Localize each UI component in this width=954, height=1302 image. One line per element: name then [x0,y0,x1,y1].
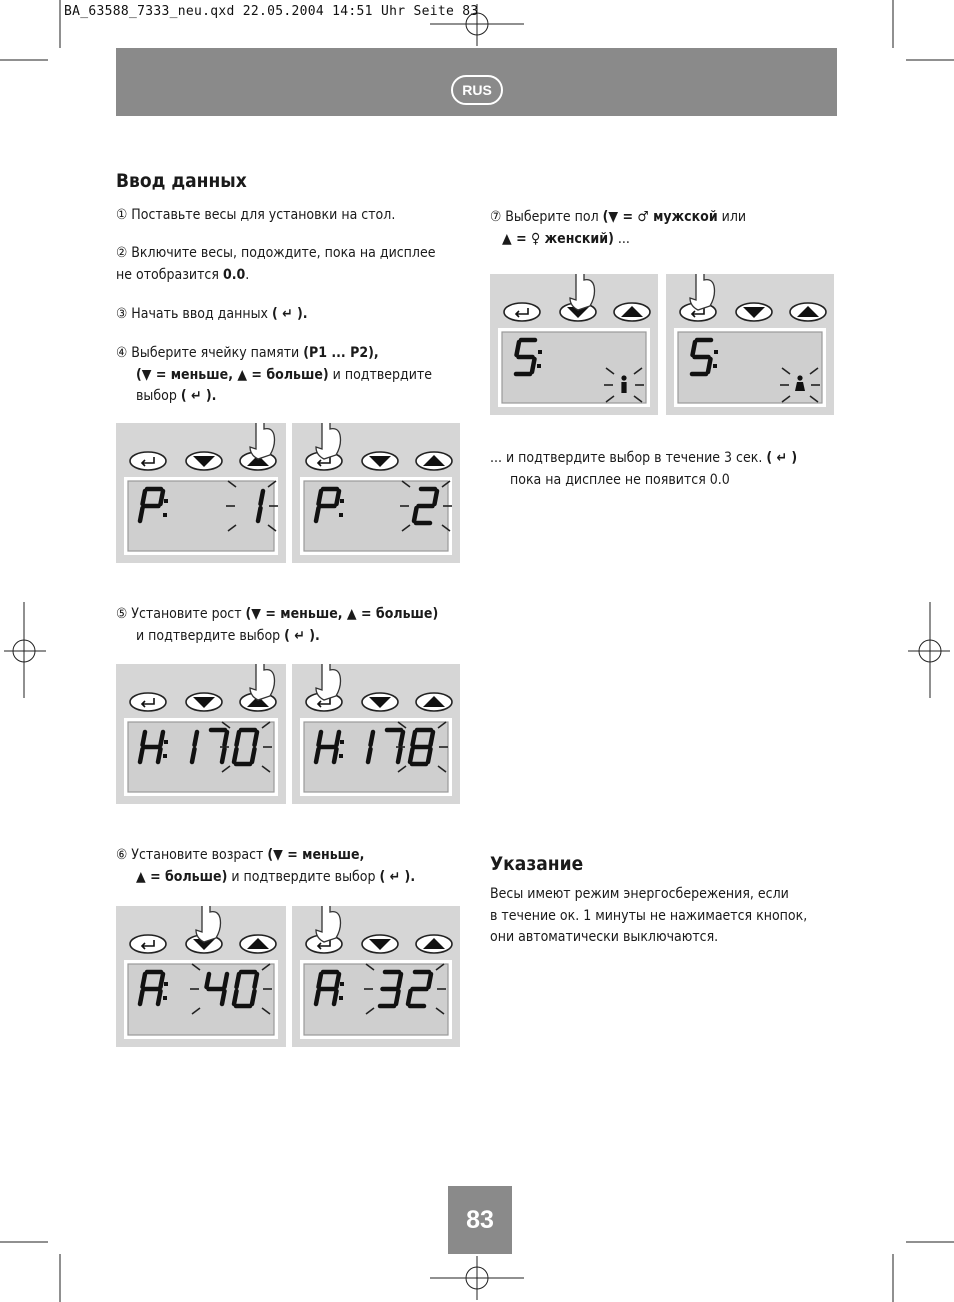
enter-button [130,693,166,711]
lcd-segment [532,359,535,372]
lcd-segment [252,749,255,762]
lcd-segment [334,749,337,762]
lcd-segment [143,491,146,504]
step-3: ③ Начать ввод данных ( ↵ ). [116,306,308,322]
lcd-segment [414,508,417,521]
step-4: ④ Выберите ячейку памяти (P1 ... P2), (▼ = меньше, ▲ = больше) и подтвердите выбор ( ↵ ). [116,345,433,404]
enter-button [130,935,166,953]
lcd-segment [368,749,371,762]
lcd-segment [337,491,340,504]
pointing-hand-icon [316,423,341,459]
lcd-segment [225,974,228,987]
lcd-segment [207,974,210,987]
display-panel-s2 [666,274,834,415]
pointing-hand-icon [316,906,341,942]
lcd-segment [413,732,416,745]
lcd-colon [537,364,541,368]
step-5: ⑤ Установите рост (▼ = меньше, ▲ = больше) и подтвердите выбор ( ↵ ). [116,606,439,644]
lcd-segment [258,508,261,521]
lcd-colon [163,513,167,517]
lcd-colon [163,754,167,758]
step-1: ① Поставьте весы для установки на стол. [116,207,396,223]
lcd-segment [693,342,696,355]
lcd-segment [708,359,711,372]
person-head [621,375,626,380]
step-2: ② Включите весы, подождите, пока на дисплее не отобразится 0.0. [116,245,436,283]
confirm-text: ... и подтвердите выбор в течение 3 сек. ( ↵ ) пока на дисплее не появится 0.0 [490,450,798,488]
note-text: Весы имеют режим энергосбережения, если в течение ок. 1 минуты не нажимается кнопок, они автоматически выключаются. [490,886,808,945]
lcd-segment [140,749,143,762]
lcd-segment [143,732,146,745]
lcd-segment [431,732,434,745]
female-icon: ♀︎ [531,230,541,247]
lcd-segment [319,732,322,745]
display-panel-a2 [292,906,460,1047]
lcd-h1 [116,664,286,804]
lcd-segment [410,749,413,762]
lcd-a1 [116,906,286,1047]
lcd-segment [225,732,228,745]
lcd-segment [334,991,337,1004]
lcd-colon [538,350,542,354]
lcd-colon [339,996,343,1000]
lcd-segment [399,974,402,987]
lcd-segment [195,732,198,745]
lcd-colon [164,740,168,744]
lcd-s2 [666,274,834,415]
lcd-segment [319,974,322,987]
note-title: Указание [490,853,584,875]
lcd-segment [319,491,322,504]
lcd-h2 [292,664,460,804]
lcd-s1 [490,274,658,415]
lcd-segment [408,991,411,1004]
pointing-hand-icon [570,274,595,310]
lcd-segment [192,749,195,762]
lcd-segment [261,491,264,504]
lcd-segment [396,991,399,1004]
lcd-segment [316,749,319,762]
lcd-a2 [292,906,460,1047]
lcd-segment [234,749,237,762]
section-title: Ввод данных [116,170,247,192]
lcd-colon [339,513,343,517]
lcd-segment [371,732,374,745]
pointing-hand-icon [250,423,275,459]
lcd-segment [428,749,431,762]
lcd-segment [401,732,404,745]
person-head [797,375,802,380]
pointing-hand-icon [250,664,275,700]
lcd-segment [398,749,401,762]
display-panel-h1 [116,664,286,804]
pointing-hand-icon [196,906,221,942]
lcd-colon [163,996,167,1000]
lcd-colon [713,364,717,368]
male-icon: ♂︎ [637,209,649,225]
lcd-segment [161,974,164,987]
lcd-segment [140,508,143,521]
lcd-segment [255,732,258,745]
print-slug: BA_63588_7333_neu.qxd 22.05.2004 14:51 Uhr Seite 83 [64,4,479,19]
lcd-segment [222,991,225,1004]
lcd-colon [340,740,344,744]
step-7: ⑦ Выберите пол (▼ = ♂︎ мужской или ▲ = ♀︎ женский) ... [490,209,747,247]
page-number: 83 [448,1186,512,1254]
display-panel-h2 [292,664,460,804]
display-panel-p1 [116,423,286,563]
lcd-segment [337,732,340,745]
lcd-colon [164,982,168,986]
lcd-segment [429,974,432,987]
lcd-colon [339,754,343,758]
lcd-segment [435,491,438,504]
lcd-segment [237,732,240,745]
enter-button [130,452,166,470]
lcd-segment [337,974,340,987]
display-panel-s1 [490,274,658,415]
display-panel-a1 [116,906,286,1047]
lcd-segment [517,342,520,355]
lcd-colon [714,350,718,354]
lcd-segment [161,491,164,504]
step-6: ⑥ Установите возраст (▼ = меньше, ▲ = больше) и подтвердите выбор ( ↵ ). [116,847,416,885]
lcd-segment [316,991,319,1004]
lcd-segment [158,749,161,762]
lcd-segment [161,732,164,745]
male-body [621,382,626,393]
lcd-segment [316,508,319,521]
lcd-segment [234,991,237,1004]
language-badge: RUS [451,75,503,105]
lcd-segment [255,974,258,987]
lcd-colon [340,499,344,503]
lcd-segment [158,991,161,1004]
lcd-p2 [292,423,460,563]
lcd-segment [222,749,225,762]
pointing-hand-icon [316,664,341,700]
lcd-segment [237,974,240,987]
lcd-colon [340,982,344,986]
lcd-segment [252,991,255,1004]
lcd-colon [164,499,168,503]
enter-button [504,303,540,321]
lcd-p1 [116,423,286,563]
display-panel-p2 [292,423,460,563]
lcd-segment [143,974,146,987]
lcd-segment [140,991,143,1004]
pointing-hand-icon [690,274,715,310]
